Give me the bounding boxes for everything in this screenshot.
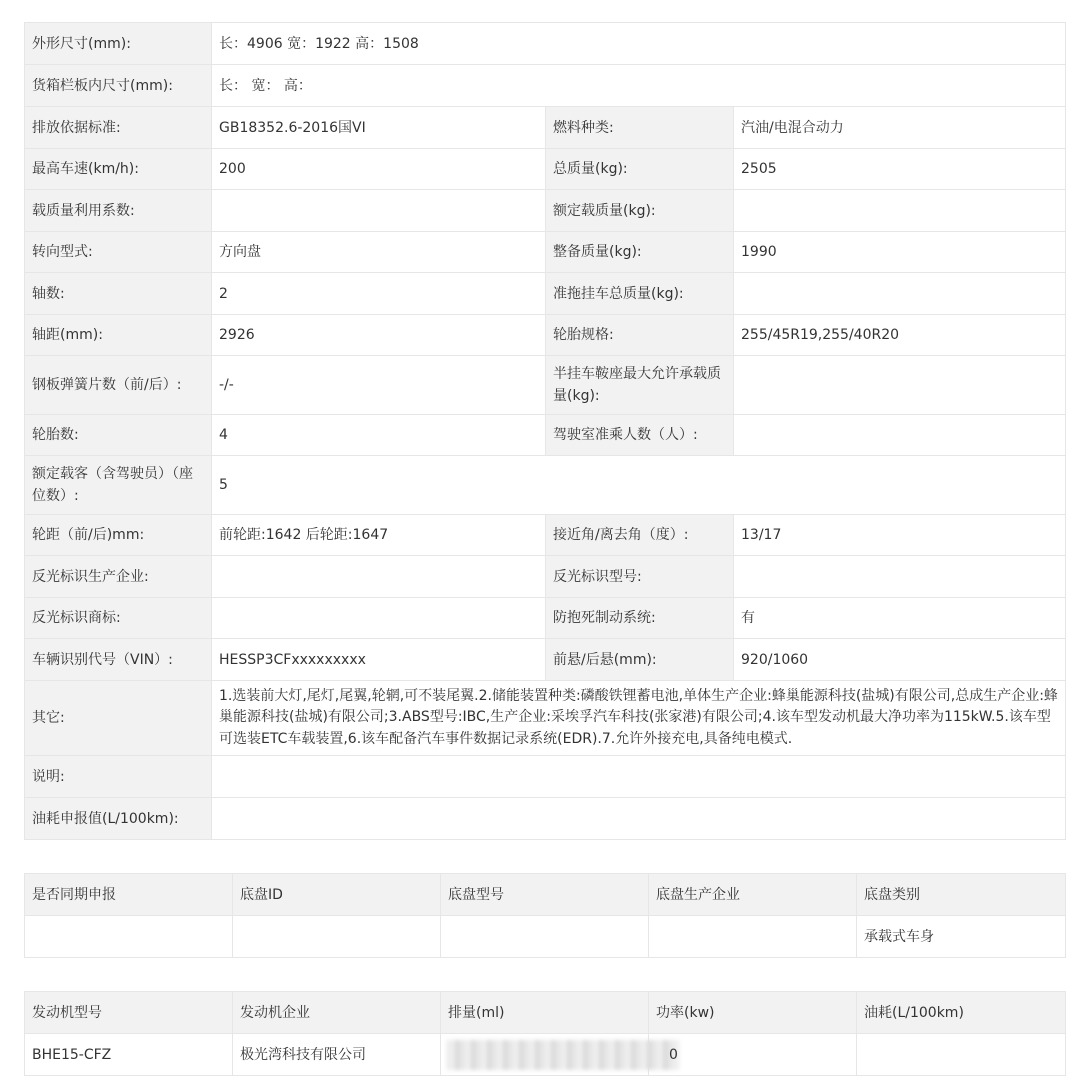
column-header: 油耗(L/100km) xyxy=(857,992,1066,1034)
spec-value xyxy=(734,556,1066,598)
spec-value xyxy=(734,356,1066,415)
spec-value xyxy=(734,273,1066,315)
spec-label: 反光标识商标: xyxy=(25,598,212,639)
spec-label: 钢板弹簧片数（前/后）: xyxy=(25,356,212,415)
spec-label: 转向型式: xyxy=(25,232,212,273)
table-cell xyxy=(857,1034,1066,1076)
column-header: 底盘生产企业 xyxy=(649,874,857,916)
spec-value: 前轮距:1642 后轮距:1647 xyxy=(212,515,546,556)
spec-row xyxy=(25,415,1066,456)
spec-row xyxy=(25,556,1066,598)
spec-label: 整备质量(kg): xyxy=(546,232,734,273)
spec-label: 反光标识生产企业: xyxy=(25,556,212,598)
table-cell: 承载式车身 xyxy=(857,916,1066,958)
spec-label: 额定载质量(kg): xyxy=(546,190,734,232)
spec-label: 防抱死制动系统: xyxy=(546,598,734,639)
table-cell xyxy=(233,916,441,958)
spec-value: GB18352.6-2016国VI xyxy=(212,107,546,149)
spec-value: 4 xyxy=(212,415,546,456)
spec-value: 2505 xyxy=(734,149,1066,190)
column-header: 排量(ml) xyxy=(441,992,649,1034)
spec-row-dimensions xyxy=(25,23,1066,65)
table-cell: BHE15-CFZ xyxy=(25,1034,233,1076)
spec-value xyxy=(212,798,1066,840)
spec-row xyxy=(25,232,1066,273)
spec-row xyxy=(25,149,1066,190)
spec-value: 920/1060 xyxy=(734,639,1066,681)
spec-label: 驾驶室准乘人数（人）: xyxy=(546,415,734,456)
spec-label: 轴数: xyxy=(25,273,212,315)
spec-row xyxy=(25,598,1066,639)
spec-label: 载质量利用系数: xyxy=(25,190,212,232)
spec-label: 接近角/离去角（度）: xyxy=(546,515,734,556)
spec-label: 外形尺寸(mm): xyxy=(25,23,212,65)
spec-value: 2926 xyxy=(212,315,546,356)
spec-value-notes: 1.选装前大灯,尾灯,尾翼,轮辋,可不装尾翼.2.储能装置种类:磷酸铁锂蓄电池,单体生产企业:蜂巢能源科技(盐城)有限公司,总成生产企业:蜂巢能源科技(盐城)有限公司;3.ABS型号:IBC,生产企业:采埃孚汽车科技(张家港)有限公司;4.该车型发动机最大净功率为115kW.5.该车型可选装ETC车载装置,6.该车配备汽车事件数据记录系统(EDR).7.允许外接充电,具备纯电模式. xyxy=(212,681,1066,756)
spec-label: 轮胎数: xyxy=(25,415,212,456)
spec-row-remarks xyxy=(25,756,1066,798)
column-header: 是否同期申报 xyxy=(25,874,233,916)
spec-value: 2 xyxy=(212,273,546,315)
spec-label: 额定载客（含驾驶员）（座位数）: xyxy=(25,456,212,515)
spec-label: 其它: xyxy=(25,681,212,756)
spec-label: 准拖挂车总质量(kg): xyxy=(546,273,734,315)
spec-value: 有 xyxy=(734,598,1066,639)
spec-label: 半挂车鞍座最大允许承载质量(kg): xyxy=(546,356,734,415)
spec-row xyxy=(25,515,1066,556)
spec-value xyxy=(212,190,546,232)
spec-row-other xyxy=(25,681,1066,756)
spec-row-vin xyxy=(25,639,1066,681)
table-cell xyxy=(25,916,233,958)
spec-row-cargo-box xyxy=(25,65,1066,107)
table-cell: 极光湾科技有限公司 xyxy=(233,1034,441,1076)
redaction-blur xyxy=(447,1040,679,1070)
spec-value xyxy=(212,756,1066,798)
table-cell xyxy=(649,916,857,958)
spec-label: 车辆识别代号（VIN）: xyxy=(25,639,212,681)
column-header: 功率(kw) xyxy=(649,992,857,1034)
spec-value: 13/17 xyxy=(734,515,1066,556)
spec-label: 燃料种类: xyxy=(546,107,734,149)
chassis-table xyxy=(24,873,1066,958)
spec-value: HESSP3CFxxxxxxxxx xyxy=(212,639,546,681)
table-cell xyxy=(441,916,649,958)
spec-value xyxy=(734,190,1066,232)
spec-label: 轮距（前/后)mm: xyxy=(25,515,212,556)
spec-value: 255/45R19,255/40R20 xyxy=(734,315,1066,356)
table-header-row xyxy=(25,992,1066,1034)
table-cell xyxy=(649,1034,857,1076)
spec-row xyxy=(25,315,1066,356)
spec-value: 1990 xyxy=(734,232,1066,273)
spec-row xyxy=(25,107,1066,149)
spec-label: 排放依据标准: xyxy=(25,107,212,149)
spec-label: 轮胎规格: xyxy=(546,315,734,356)
spec-label: 总质量(kg): xyxy=(546,149,734,190)
spec-value: 方向盘 xyxy=(212,232,546,273)
spec-row-passengers xyxy=(25,456,1066,515)
spec-row-fuel xyxy=(25,798,1066,840)
spec-row xyxy=(25,273,1066,315)
spec-row xyxy=(25,356,1066,415)
vehicle-spec-table xyxy=(24,22,1066,840)
spec-value: -/- xyxy=(212,356,546,415)
spec-value xyxy=(212,556,546,598)
spec-value: 长：4906 宽：1922 高：1508 xyxy=(212,23,1066,65)
spec-label: 反光标识型号: xyxy=(546,556,734,598)
spec-value: 长： 宽： 高： xyxy=(212,65,1066,107)
table-header-row xyxy=(25,874,1066,916)
column-header: 底盘ID xyxy=(233,874,441,916)
column-header: 发动机企业 xyxy=(233,992,441,1034)
spec-row xyxy=(25,190,1066,232)
spec-value xyxy=(212,598,546,639)
spec-label: 货箱栏板内尺寸(mm): xyxy=(25,65,212,107)
partial-value: 0 xyxy=(669,1047,678,1063)
column-header: 发动机型号 xyxy=(25,992,233,1034)
spec-label: 说明: xyxy=(25,756,212,798)
column-header: 底盘型号 xyxy=(441,874,649,916)
column-header: 底盘类别 xyxy=(857,874,1066,916)
spec-value: 5 xyxy=(212,456,1066,515)
spec-label: 油耗申报值(L/100km): xyxy=(25,798,212,840)
spec-label: 最高车速(km/h): xyxy=(25,149,212,190)
spec-value: 200 xyxy=(212,149,546,190)
table-row xyxy=(25,916,1066,958)
spec-label: 轴距(mm): xyxy=(25,315,212,356)
spec-value: 汽油/电混合动力 xyxy=(734,107,1066,149)
spec-label: 前悬/后悬(mm): xyxy=(546,639,734,681)
spec-value xyxy=(734,415,1066,456)
